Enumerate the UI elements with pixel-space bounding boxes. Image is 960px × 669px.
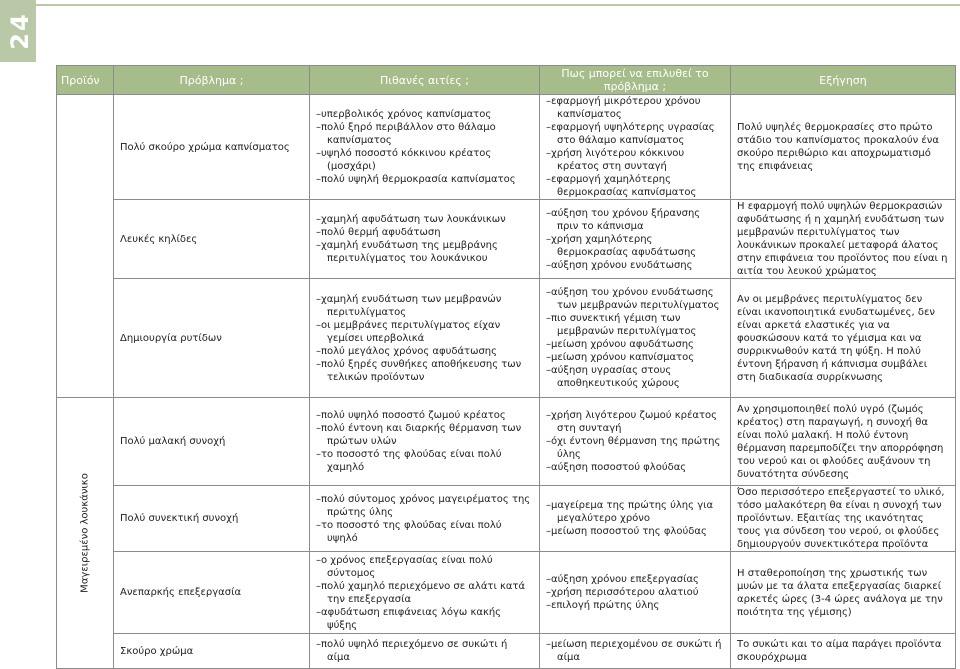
cause-item: – χαμηλή ενυδάτωση των μεμβρανών περιτυλίγματος xyxy=(316,293,533,319)
table-row xyxy=(57,279,956,398)
problem-cell: Πολύ μαλακή συνοχή xyxy=(114,398,310,486)
problem-cell: Λευκές κηλίδες xyxy=(114,200,310,279)
solution-item: – αύξηση ποσοστού φλούδας xyxy=(546,461,724,474)
problem-cell: Ανεπαρκής επεξεργασία xyxy=(114,552,310,634)
causes-list xyxy=(316,108,533,186)
solutions-cell xyxy=(540,398,731,486)
table-row xyxy=(57,552,956,634)
cause-item: – χαμηλή ενυδάτωση της μεμβράνης περιτυλίγματος του λουκάνικου xyxy=(316,239,533,265)
product-category-cell xyxy=(57,398,114,669)
causes-cell xyxy=(310,486,540,552)
solutions-cell xyxy=(540,552,731,634)
solution-item: – επιλογή πρώτης ύλης xyxy=(546,599,724,612)
cause-item: – πολύ χαμηλό περιεχόμενο σε αλάτι κατά την επεξεργασία xyxy=(316,580,533,606)
header-product: Προϊόν xyxy=(57,66,114,95)
solution-item: – μείωση περιεχομένου σε συκώτι ή αίμα xyxy=(546,638,724,664)
solutions-cell xyxy=(540,95,731,200)
page-header-rule xyxy=(36,4,960,6)
cause-item: – το ποσοστό της φλούδας είναι πολύ χαμηλό xyxy=(316,448,533,474)
table-row xyxy=(57,486,956,552)
causes-cell xyxy=(310,200,540,279)
solution-item: – μαγείρεμα της πρώτης ύλης για μεγαλύτερο χρόνο xyxy=(546,499,724,525)
header-solutions: Πως μπορεί να επιλυθεί το πρόβλημα ; xyxy=(540,66,731,95)
solution-item: – χρήση χαμηλότερης θερμοκρασίας αφυδάτωσης xyxy=(546,233,724,259)
table-row xyxy=(57,634,956,669)
causes-list xyxy=(316,409,533,474)
cause-item: – πολύ υψηλό ποσοστό ζωμού κρέατος xyxy=(316,409,533,422)
cause-item: – πολύ ξηρές συνθήκες αποθήκευσης των τελικών προϊόντων xyxy=(316,358,533,384)
solution-item: – αύξηση υγρασίας στους αποθηκευτικούς χώρους xyxy=(546,364,724,390)
solution-item: – μείωση ποσοστού της φλούδας xyxy=(546,525,724,538)
solutions-cell xyxy=(540,200,731,279)
problem-cell: Σκούρο χρώμα xyxy=(114,634,310,669)
troubleshooting-table xyxy=(56,65,956,669)
solution-item: – αύξηση χρόνου ενυδάτωσης xyxy=(546,259,724,272)
solutions-list xyxy=(546,638,724,664)
explanation-cell: Η εφαρμογή πολύ υψηλών θερμοκρασιών αφυδάτωσης ή η χαμηλή ενυδάτωση των μεμβρανών περιτυλίγματος των λουκάνικων προκαλεί μεταφορά άλατος στην επιφάνεια του προϊόντος που είναι η αιτία του λευκού χρώματος xyxy=(731,200,956,279)
header-causes: Πιθανές αιτίες ; xyxy=(310,66,540,95)
cause-item: – πολύ μεγάλος χρόνος αφυδάτωσης xyxy=(316,345,533,358)
causes-list xyxy=(316,638,533,664)
explanation-cell: Αν χρησιμοποιηθεί πολύ υγρό (ζωμός κρέατος) στη παραγωγή, η συνοχή θα είναι πολύ μαλακή. Η πολύ έντονη θέρμανση παρεμποδίζει την απορρόφηση του νερού και οι φλούδες αυξάνουν τη δυνατότητα σύνδεσης xyxy=(731,398,956,486)
cause-item: – πολύ θερμή αφυδάτωση xyxy=(316,226,533,239)
solution-item: – εφαρμογή υψηλότερης υγρασίας στο θάλαμο καπνίσματος xyxy=(546,121,724,147)
product-category-label: Μαγειρεμένο λουκάνικο xyxy=(79,473,91,593)
solutions-list xyxy=(546,95,724,199)
cause-item: – αφυδάτωση επιφάνειας λόγω κακής ψύξης xyxy=(316,606,533,632)
header-problem: Πρόβλημα ; xyxy=(114,66,310,95)
table-row xyxy=(57,200,956,279)
product-cell-empty xyxy=(57,95,114,398)
solution-item: – χρήση περισσότερου αλατιού xyxy=(546,586,724,599)
page-number-tab xyxy=(0,0,36,62)
causes-cell xyxy=(310,398,540,486)
solution-item: – αύξηση του χρόνου ξήρανσης πριν το κάπνισμα xyxy=(546,207,724,233)
cause-item: – οι μεμβράνες περιτυλίγματος είχαν γεμίσει υπερβολικά xyxy=(316,319,533,345)
causes-list xyxy=(316,554,533,632)
page-number: 24 xyxy=(6,12,34,50)
explanation-cell: Όσο περισσότερο επεξεργαστεί το υλικό, τόσο μαλακότερη θα είναι η συνοχή των προϊόντων. Εξαιτίας της ικανότητας τους για σύνδεση του νερού, οι φλούδες δημιουργούν συνεκτικότερα προϊόντα xyxy=(731,486,956,552)
cause-item: – ο χρόνος επεξεργασίας είναι πολύ σύντομος xyxy=(316,554,533,580)
solution-item: – μείωση χρόνου καπνίσματος xyxy=(546,351,724,364)
cause-item: – πολύ υψηλό περιεχόμενο σε συκώτι ή αίμα xyxy=(316,638,533,664)
explanation-cell: Η σταθεροποίηση της χρωστικής των μυών με τα άλατα επεξεργασίας διαρκεί αρκετές ώρες (3-4 ώρες ανάλογα με την ποιότητα της γέμισης) xyxy=(731,552,956,634)
problem-cell: Δημιουργία ρυτίδων xyxy=(114,279,310,398)
solutions-list xyxy=(546,286,724,390)
solutions-cell xyxy=(540,634,731,669)
solution-item: – πιο συνεκτική γέμιση των μεμβρανών περιτυλίγματος xyxy=(546,312,724,338)
causes-cell xyxy=(310,279,540,398)
cause-item: – το ποσοστό της φλούδας είναι πολύ υψηλό xyxy=(316,519,533,545)
cause-item: – χαμηλή αφυδάτωση των λουκάνικων xyxy=(316,213,533,226)
explanation-cell: Αν οι μεμβράνες περιτυλίγματος δεν είναι ικανοποιητικά ενυδατωμένες, δεν είναι αρκετά ελαστικές για να φουσκώσουν κατά το γέμισμα και να συρρικνωθούν κατά τη ψύξη. Η πολύ έντονη ξήρανση ή κάπνισμα συμβάλει στη διαδικασία συρρίκνωσης xyxy=(731,279,956,398)
solution-item: – αύξηση του χρόνου ενυδάτωσης των μεμβρανών περιτυλίγματος xyxy=(546,286,724,312)
explanation-cell: Πολύ υψηλές θερμοκρασίες στο πρώτο στάδιο του καπνίσματος προκαλούν ένα σκούρο περιθώριο και αποχρωματισμό της επιφάνειας xyxy=(731,95,956,200)
solution-item: – εφαρμογή χαμηλότερης θερμοκρασίας καπνίσματος xyxy=(546,173,724,199)
problem-cell: Πολύ συνεκτική συνοχή xyxy=(114,486,310,552)
solution-item: – χρήση λιγότερου ζωμού κρέατος στη συνταγή xyxy=(546,409,724,435)
solution-item: – χρήση λιγότερου κόκκινου κρέατος στη συνταγή xyxy=(546,147,724,173)
causes-list xyxy=(316,213,533,265)
cause-item: – πολύ έντονη και διαρκής θέρμανση των πρώτων υλών xyxy=(316,422,533,448)
solutions-list xyxy=(546,207,724,272)
table-row xyxy=(57,95,956,200)
solutions-list xyxy=(546,409,724,474)
cause-item: – πολύ σύντομος χρόνος μαγειρέματος της πρώτης ύλης xyxy=(316,493,533,519)
solutions-list xyxy=(546,573,724,612)
causes-list xyxy=(316,293,533,384)
table-row xyxy=(57,398,956,486)
explanation-cell: Το συκώτι και το αίμα παράγει προϊόντα σκουρόχρωμα xyxy=(731,634,956,669)
solution-item: – αύξηση χρόνου επεξεργασίας xyxy=(546,573,724,586)
problem-cell: Πολύ σκούρο χρώμα καπνίσματος xyxy=(114,95,310,200)
solutions-list xyxy=(546,499,724,538)
cause-item: – πολύ υψηλή θερμοκρασία καπνίσματος xyxy=(316,173,533,186)
solutions-cell xyxy=(540,279,731,398)
solution-item: – όχι έντονη θέρμανση της πρώτης ύλης xyxy=(546,435,724,461)
header-explanation: Εξήγηση xyxy=(731,66,956,95)
cause-item: – υπερβολικός χρόνος καπνίσματος xyxy=(316,108,533,121)
causes-cell xyxy=(310,634,540,669)
cause-item: – υψηλό ποσοστό κόκκινου κρέατος (μοσχάρι) xyxy=(316,147,533,173)
table-header-row xyxy=(57,66,956,95)
solutions-cell xyxy=(540,486,731,552)
causes-cell xyxy=(310,552,540,634)
causes-list xyxy=(316,493,533,545)
cause-item: – πολύ ξηρό περιβάλλον στο θάλαμο καπνίσματος xyxy=(316,121,533,147)
causes-cell xyxy=(310,95,540,200)
solution-item: – εφαρμογή μικρότερου χρόνου καπνίσματος xyxy=(546,95,724,121)
solution-item: – μείωση χρόνου αφυδάτωσης xyxy=(546,338,724,351)
